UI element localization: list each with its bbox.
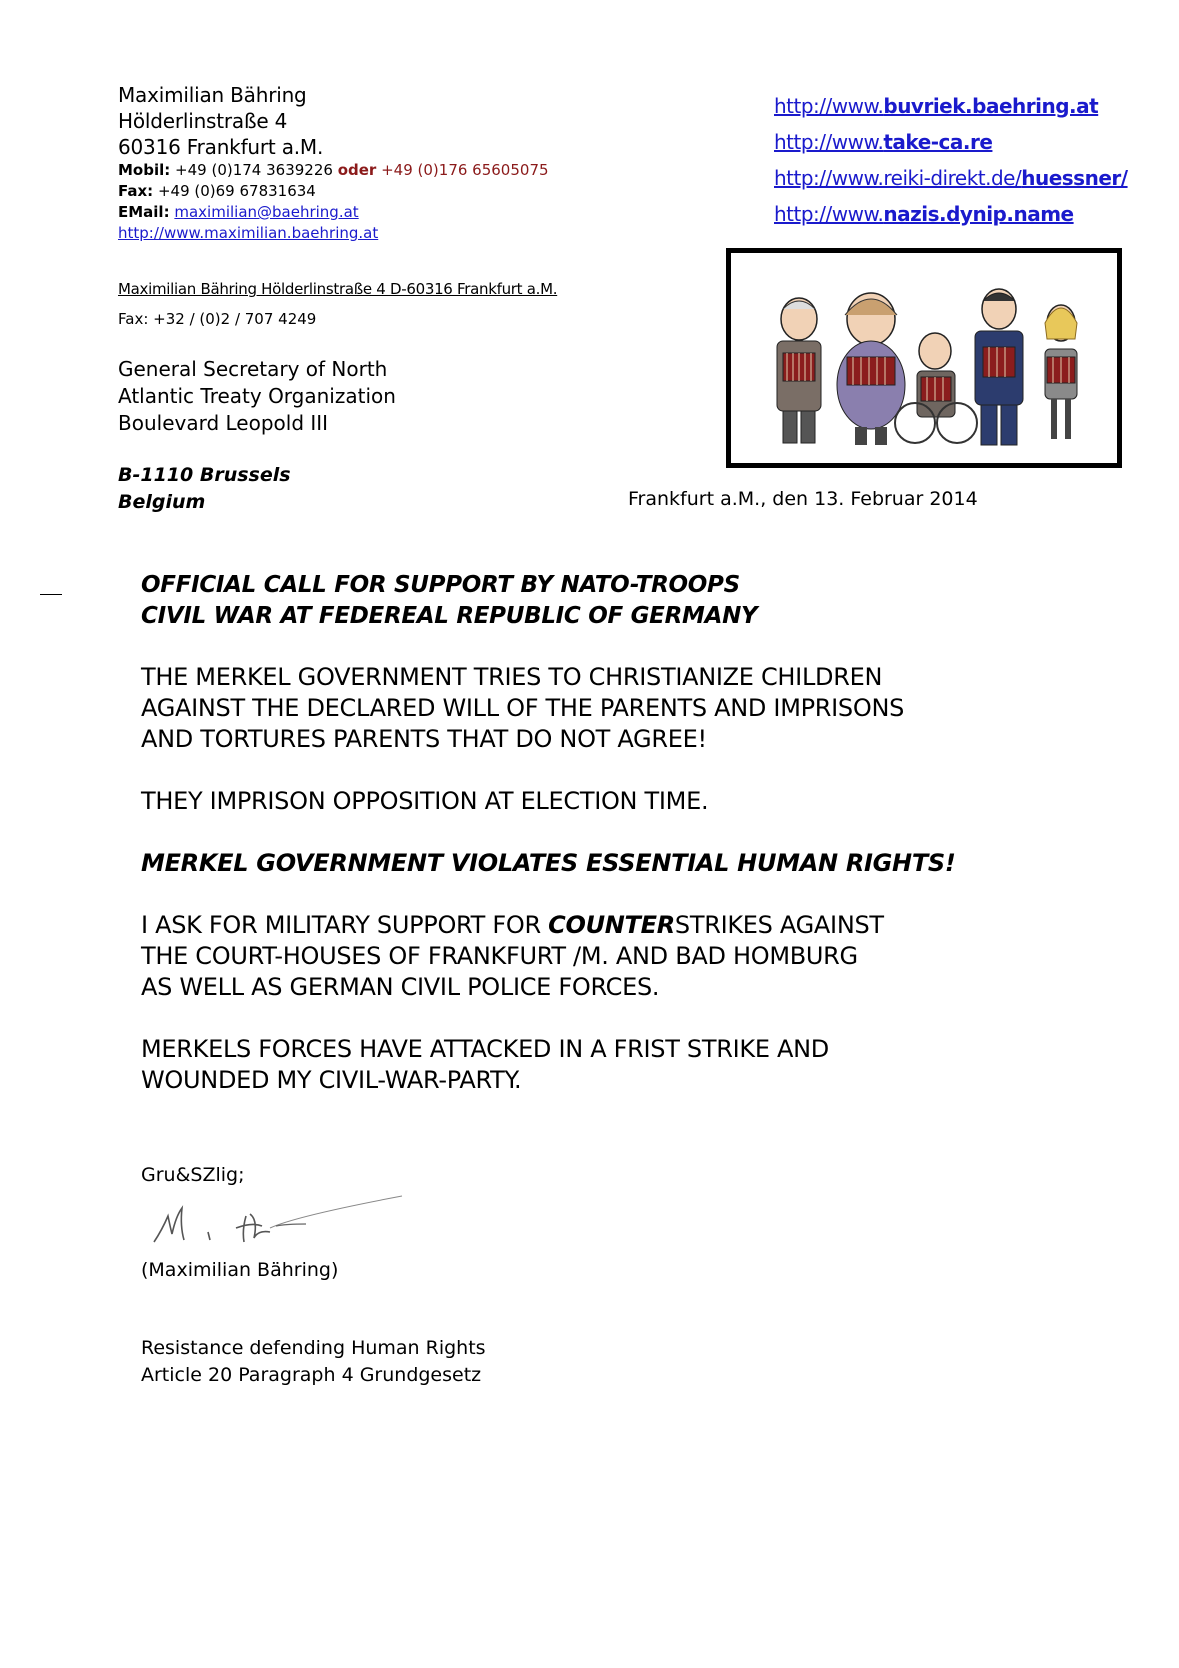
recipient-city-block (118, 462, 291, 516)
cartoon-image (726, 248, 1122, 468)
recipient-city: B-1110 Brussels (118, 464, 291, 486)
link-reiki[interactable]: http://www.reiki-direkt.de/huessner/ (774, 166, 1128, 190)
body-line: AS WELL AS GERMAN CIVIL POLICE FORCES. (141, 973, 660, 1001)
footer-line: Article 20 Paragraph 4 Grundgesetz (141, 1364, 482, 1386)
cartoon-figure (975, 289, 1023, 445)
link-buvriek[interactable]: http://www.buvriek.baehring.at (774, 94, 1099, 118)
body-paragraph-3: MERKEL GOVERNMENT VIOLATES ESSENTIAL HUMAN RIGHTS! (141, 849, 956, 877)
mobil-number-1: +49 (0)174 3639226 (175, 161, 333, 179)
body-paragraph-1 (141, 662, 904, 755)
body-line: WOUNDED MY CIVIL-WAR-PARTY. (141, 1066, 522, 1094)
body-paragraph-2: THEY IMPRISON OPPOSITION AT ELECTION TIME. (141, 787, 709, 815)
footer-line: Resistance defending Human Rights (141, 1337, 486, 1359)
footer-block (141, 1335, 486, 1389)
link-item (774, 160, 1128, 196)
mobil-label: Mobil: (118, 161, 171, 179)
oder-word: oder (337, 161, 377, 179)
body-paragraph-4 (141, 910, 884, 1003)
link-nazis-dynip[interactable]: http://www.nazis.dynip.name (774, 202, 1074, 226)
subject-line: OFFICIAL CALL FOR SUPPORT BY NATO-TROOPS (141, 572, 740, 598)
mobil-number-2: +49 (0)176 65605075 (381, 161, 549, 179)
body-line: AGAINST THE DECLARED WILL OF THE PARENTS AND IMPRISONS (141, 694, 905, 722)
signature (146, 1186, 416, 1250)
body-line: MERKELS FORCES HAVE ATTACKED IN A FRIST STRIKE AND (141, 1035, 829, 1063)
fax-label: Fax: (118, 182, 154, 200)
sender-block (118, 82, 549, 244)
sender-city: 60316 Frankfurt a.M. (118, 135, 324, 159)
cartoon-drawing (731, 253, 1117, 463)
sender-email (118, 202, 549, 223)
letter-date: Frankfurt a.M., den 13. Februar 2014 (628, 488, 978, 510)
link-item (774, 124, 1128, 160)
sender-web (118, 223, 549, 244)
recipient-fax: Fax: +32 / (0)2 / 707 4249 (118, 310, 317, 328)
recipient-line: General Secretary of North (118, 357, 388, 381)
recipient-line: Atlantic Treaty Organization (118, 384, 396, 408)
cartoon-figure (1045, 305, 1077, 439)
return-address: Maximilian Bähring Hölderlinstraße 4 D-60316 Frankfurt a.M. (118, 280, 558, 298)
recipient-country: Belgium (118, 491, 206, 513)
link-item (774, 88, 1128, 124)
body-line: AND TORTURES PARENTS THAT DO NOT AGREE! (141, 725, 707, 753)
link-take-care[interactable]: http://www.take-ca.re (774, 130, 993, 154)
body-line: THE COURT-HOUSES OF FRANKFURT /M. AND BAD HOMBURG (141, 942, 858, 970)
subject-block (141, 570, 757, 632)
email-link[interactable]: maximilian@baehring.at (174, 203, 359, 221)
sender-street: Hölderlinstraße 4 (118, 109, 288, 133)
email-label: EMail: (118, 203, 170, 221)
cartoon-figure (777, 298, 821, 443)
sender-mobil (118, 160, 549, 181)
subject-line: CIVIL WAR AT FEDEREAL REPUBLIC OF GERMANY (141, 603, 758, 629)
signer-name: (Maximilian Bähring) (141, 1259, 339, 1281)
link-list (774, 88, 1128, 232)
cartoon-figure (895, 333, 977, 443)
sender-fax (118, 181, 549, 202)
body-line: I ASK FOR MILITARY SUPPORT FOR COUNTERSTRIKES AGAINST (141, 911, 884, 939)
sender-name: Maximilian Bähring (118, 83, 307, 107)
recipient-block (118, 356, 396, 437)
fax-number: +49 (0)69 67831634 (157, 182, 316, 200)
body-line: THE MERKEL GOVERNMENT TRIES TO CHRISTIANIZE CHILDREN (141, 663, 883, 691)
link-item (774, 196, 1128, 232)
fold-mark (40, 594, 62, 595)
website-link[interactable]: http://www.maximilian.baehring.at (118, 224, 379, 242)
recipient-line: Boulevard Leopold III (118, 411, 329, 435)
body-paragraph-5 (141, 1034, 829, 1096)
greeting: Gru&SZlig; (141, 1164, 245, 1186)
